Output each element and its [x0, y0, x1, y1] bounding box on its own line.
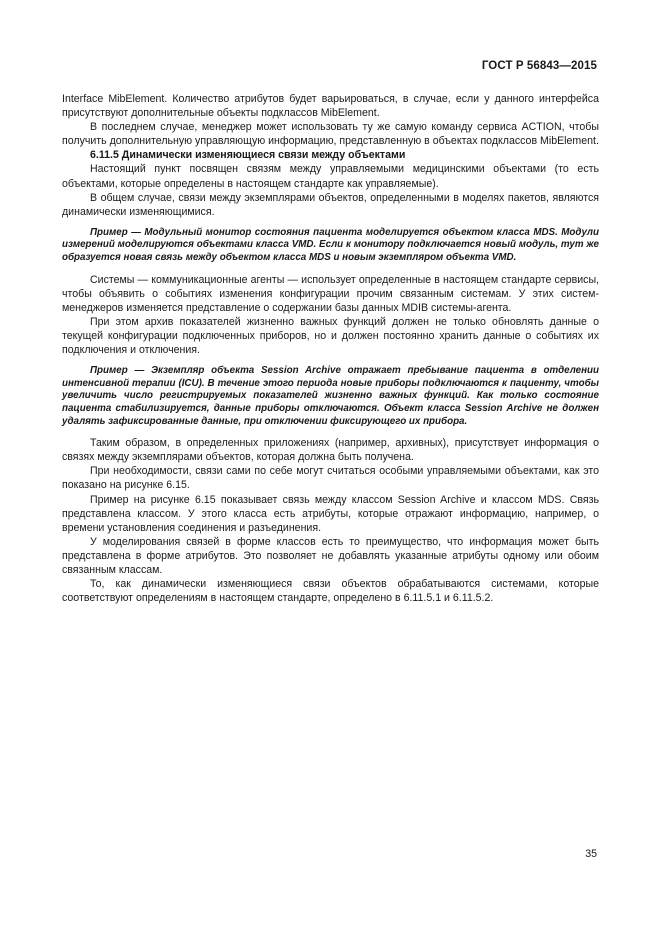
paragraph: Настоящий пункт посвящен связям между управляемыми медицинскими объектами (то есть объектами, которые определены в настоящем стандарте как управляемые).	[62, 163, 599, 190]
paragraph: То, как динамически изменяющиеся связи объектов обрабатываются системами, которые соответствуют определениям в настоящем стандарте, определено в 6.11.5.1 и 6.11.5.2.	[62, 578, 599, 605]
page-number: 35	[585, 848, 597, 860]
standard-number: ГОСТ Р 56843—2015	[481, 60, 597, 72]
paragraph: Interface MibElement. Количество атрибутов будет варьироваться, в случае, если у данного интерфейса присутствуют дополнительные объекты подклассов MibElement.	[62, 93, 599, 120]
paragraph: У моделирования связей в форме классов есть то преимущество, что информация может быть представлена в форме атрибутов. Это позволяет не добавлять указанные атрибуты одному или обоим связанным классам.	[62, 535, 599, 576]
paragraph: Системы — коммуникационные агенты — использует определенные в настоящем стандарте сервисы, чтобы объявить о событиях изменения конфигурации прочим связанным системам. У этих систем-менеджеров изменяется представление о содержании базы данных MDIB системы-агента.	[62, 273, 599, 314]
example-note: Пример — Экземпляр объекта Session Archive отражает пребывание пациента в отделении интенсивной терапии (ICU). В течение этого периода новые приборы подключаются к пациенту, чтобы увеличить число регистрируемых показателей жизненно важных функций. Как только состояние пациента стабилизируется, данные приборы отключаются. Объект класса Session Archive не должен удалять зафиксированные данные, при отключении фиксирующего их прибора.	[62, 365, 599, 427]
section-heading: 6.11.5 Динамически изменяющиеся связи между объектами	[90, 149, 406, 162]
paragraph: При этом архив показателей жизненно важных функций должен не только обновлять данные о текущей конфигурации подключенных приборов, но и должен постоянно хранить данные о событиях их подключения и отключения.	[62, 315, 599, 357]
paragraph: При необходимости, связи сами по себе могут считаться особыми управляемыми объектами, как это показано на рисунке 6.15.	[62, 465, 599, 492]
page-body	[62, 92, 599, 605]
example-note: Пример — Модульный монитор состояния пациента моделируется объектом класса MDS. Модули измерений моделируются объектами класса VMD. Если к монитору подключается новый модуль, тут же образуется новая связь между объектом класса MDS и новым экземпляром объекта VMD.	[62, 226, 599, 264]
paragraph: Пример на рисунке 6.15 показывает связь между классом Session Archive и классом MDS. Связь представлена классом. У этого класса есть атрибуты, которые отражают информацию, например, о времени установления соединения и разъединения.	[62, 493, 599, 534]
paragraph: В последнем случае, менеджер может использовать ту же самую команду сервиса ACTION, чтобы получить дополнительную управляющую информацию, представленную в объектах подклассов MibElement.	[62, 121, 599, 148]
paragraph: В общем случае, связи между экземплярами объектов, определенными в моделях пакетов, являются динамически изменяющимися.	[62, 191, 599, 218]
paragraph: Таким образом, в определенных приложениях (например, архивных), присутствует информация о связях между экземплярами объектов, которая должна быть получена.	[62, 437, 599, 464]
